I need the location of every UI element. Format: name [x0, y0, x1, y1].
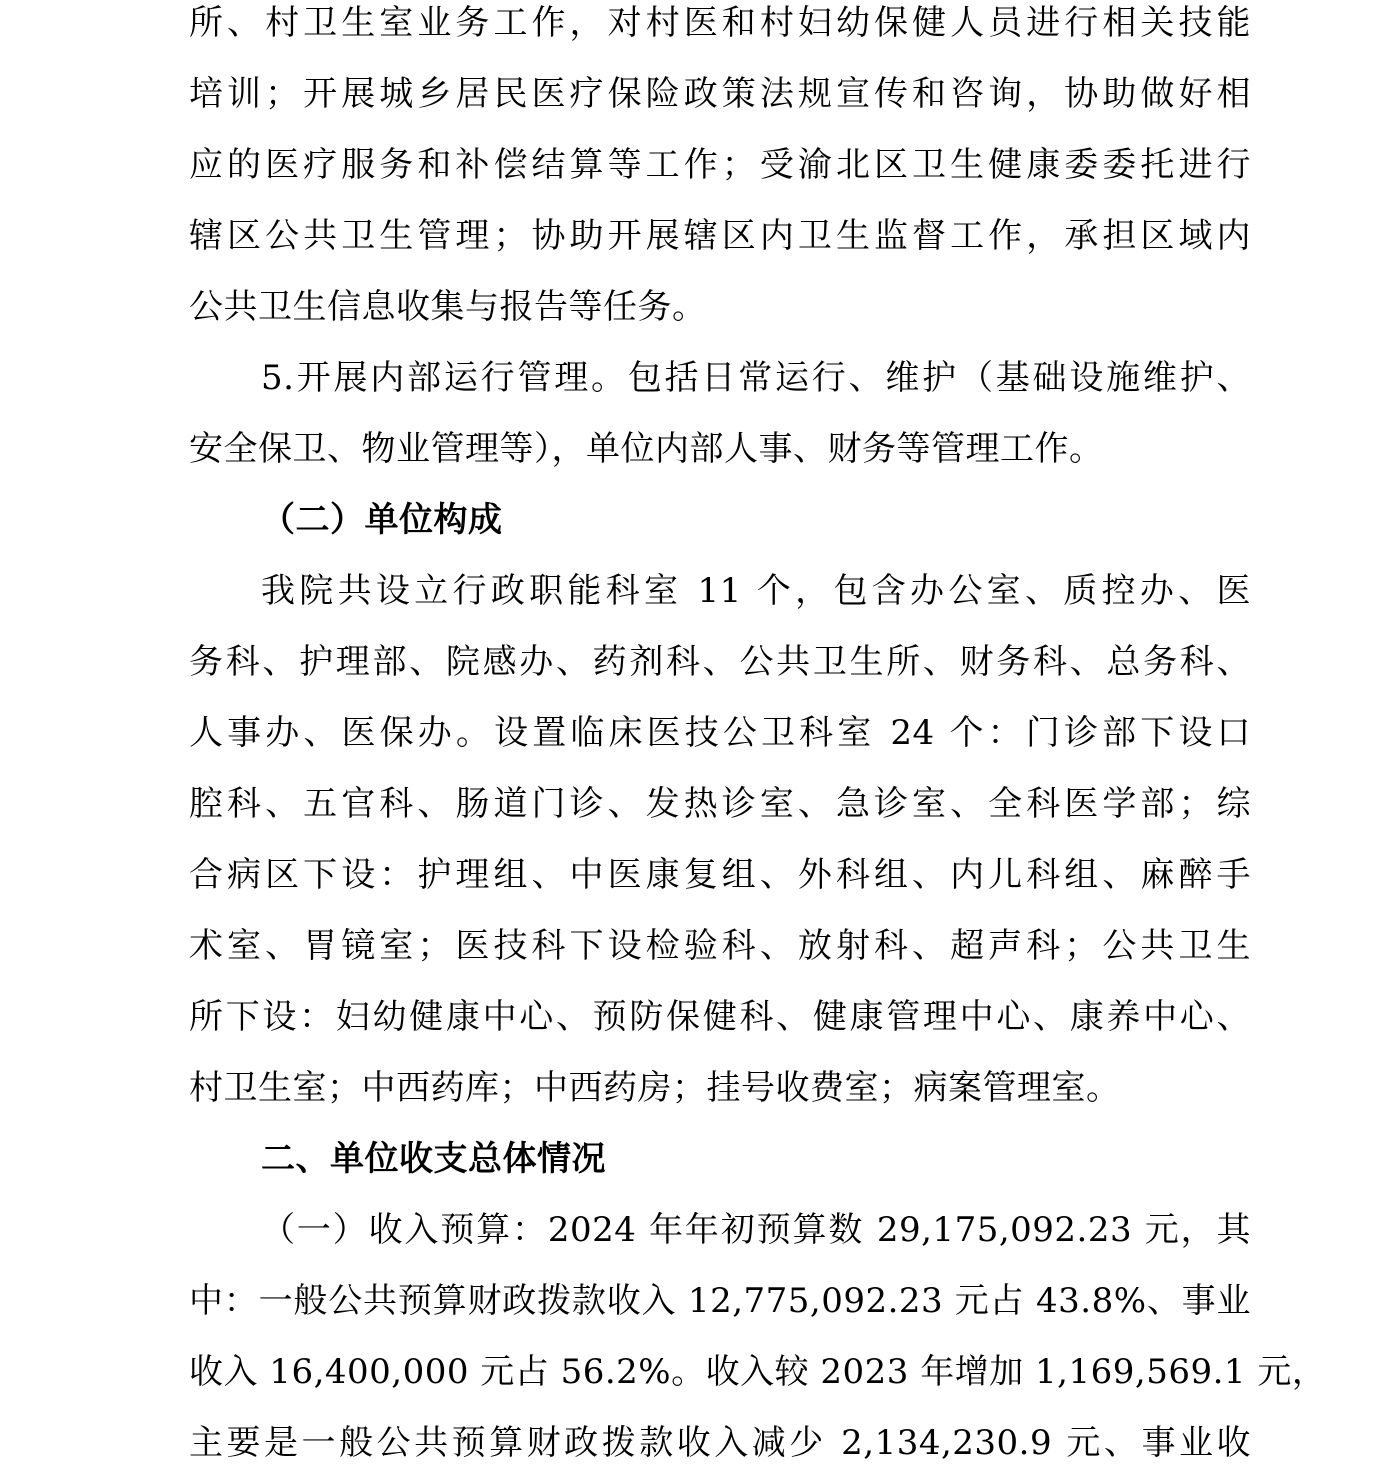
paragraph-line: 应的医疗服务和补偿结算等工作；受渝北区卫生健康委委托进行 [189, 145, 1251, 185]
paragraph-line: 术室、胃镜室；医技科下设检验科、放射科、超声科；公共卫生 [189, 926, 1251, 966]
paragraph-line: 公共卫生信息收集与报告等任务。 [189, 287, 707, 327]
paragraph-line: 腔科、五官科、肠道门诊、发热诊室、急诊室、全科医学部；综 [189, 784, 1251, 824]
paragraph-line: 人事办、医保办。设置临床医技公卫科室 24 个：门诊部下设口 [189, 713, 1251, 753]
paragraph-line: 所、村卫生室业务工作，对村医和村妇幼保健人员进行相关技能 [189, 3, 1251, 43]
paragraph-line: 务科、护理部、院感办、药剂科、公共卫生所、财务科、总务科、 [189, 642, 1251, 682]
paragraph-line: 我院共设立行政职能科室 11 个，包含办公室、质控办、医 [261, 571, 1251, 611]
paragraph-line: 所下设：妇幼健康中心、预防保健科、健康管理中心、康养中心、 [189, 997, 1251, 1037]
paragraph-line: 辖区公共卫生管理；协助开展辖区内卫生监督工作，承担区域内 [189, 216, 1251, 256]
paragraph-line: 收入 16,400,000 元占 56.2%。收入较 2023 年增加 1,169,569.1 元， [189, 1352, 1327, 1392]
paragraph-line: （一）收入预算：2024 年年初预算数 29,175,092.23 元，其 [261, 1210, 1251, 1250]
paragraph-line: 安全保卫、物业管理等），单位内部人事、财务等管理工作。 [189, 429, 1104, 469]
paragraph-line: 村卫生室；中西药库；中西药房；挂号收费室；病案管理室。 [189, 1068, 1121, 1108]
section-heading: （二）单位构成 [261, 500, 503, 540]
paragraph-line: 中：一般公共预算财政拨款收入 12,775,092.23 元占 43.8%、事业 [189, 1281, 1251, 1321]
document-page [189, 0, 1327, 1479]
paragraph-line: 5.开展内部运行管理。包括日常运行、维护（基础设施维护、 [261, 358, 1251, 398]
paragraph-line: 合病区下设：护理组、中医康复组、外科组、内儿科组、麻醉手 [189, 855, 1251, 895]
paragraph-line: 培训；开展城乡居民医疗保险政策法规宣传和咨询，协助做好相 [189, 74, 1251, 114]
paragraph-line: 主要是一般公共预算财政拨款收入减少 2,134,230.9 元、事业收 [189, 1423, 1251, 1463]
section-heading: 二、单位收支总体情况 [261, 1139, 606, 1179]
